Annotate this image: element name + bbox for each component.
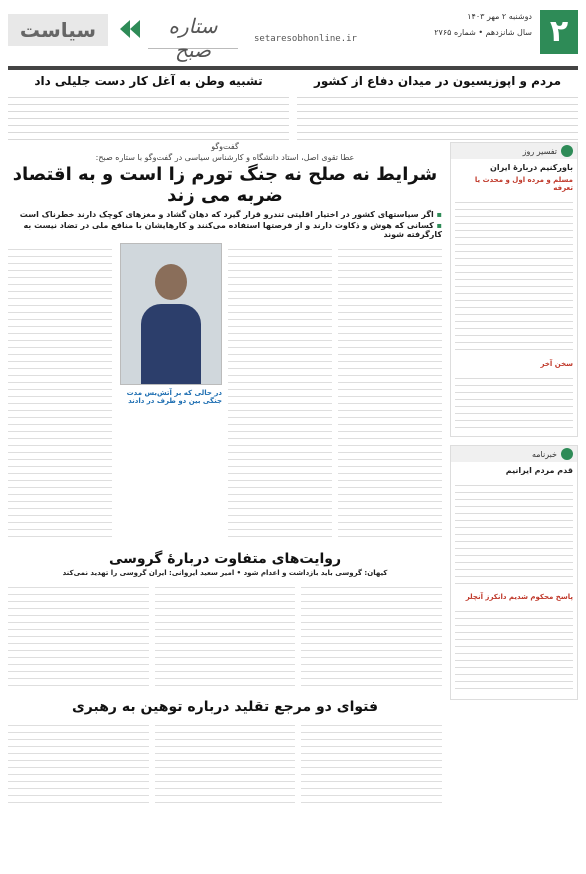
site-url[interactable]: setaresobhonline.ir <box>254 34 357 44</box>
top-articles <box>8 74 578 136</box>
top-article-right <box>297 74 578 136</box>
interview-article <box>8 142 442 543</box>
page-number: ۲ <box>540 10 578 54</box>
text-column <box>8 243 112 543</box>
sidebar-box-subtitle: سخن آخر <box>540 360 573 368</box>
main-area <box>8 142 578 807</box>
issue-line: سال شانزدهم • شماره ۲۷۶۵ <box>434 28 532 37</box>
sidebar-box-subtitle: پاسخ محکوم شدیم دانکرز آنچلر <box>465 593 573 601</box>
section3-columns <box>8 719 442 807</box>
text-column <box>301 719 442 807</box>
section-label: سیاست <box>8 14 108 46</box>
headline[interactable]: شرایط نه صلح نه جنگ تورم زا است و به اقتصاد ضربه می زند <box>12 164 438 206</box>
sidebar <box>450 142 578 807</box>
sidebar-box-title[interactable]: باورکنیم دربارهٔ ایران <box>490 163 573 172</box>
text-column <box>8 581 149 691</box>
text-column <box>228 243 332 543</box>
section2-columns <box>8 581 442 691</box>
logo: ستاره صبح <box>148 14 238 49</box>
intro: عطا تقوی اصل، استاد دانشگاه و کارشناس سیاسی در گفت‌وگو با ستاره صبح: <box>95 153 355 162</box>
sidebar-box-subtitle: مسلم و مرده اول و محدث یا تعرفه <box>474 176 573 192</box>
text-column <box>155 719 296 807</box>
sidebar-box-news <box>450 445 578 700</box>
sidebar-box-commentary <box>450 142 578 437</box>
article-text <box>297 91 578 141</box>
sidebar-box-header <box>451 446 577 462</box>
divider <box>8 66 578 70</box>
text-column <box>155 581 296 691</box>
text-column <box>338 243 442 543</box>
bullet: ▪ اگر سیاستهای کشور در اختیار اقلیتی تندرو قرار گیرد که دهان گشاد و مغزهای کوچک دارند خطرناک است <box>8 210 442 219</box>
section2-subtitle: کیهان: گروسی باید بازداشت و اعدام شود • امیر سعید ایروانی: ایران گروسی را تهدید نمی‌کند <box>62 569 388 577</box>
sidebar-box-text <box>455 479 573 589</box>
photo-head <box>155 264 187 300</box>
sidebar-box-title[interactable]: قدم مردم ایرانیم <box>505 466 573 475</box>
masthead <box>8 6 578 64</box>
sidebar-box-header <box>451 143 577 159</box>
photo-torso <box>141 304 201 384</box>
sidebar-box-label: تفسیر روز <box>522 146 557 156</box>
sidebar-box-text <box>455 605 573 695</box>
arrows-icon <box>116 20 140 40</box>
news-icon <box>561 448 573 460</box>
sidebar-box-text <box>455 196 573 356</box>
sidebar-box-label: خبرنامه <box>531 449 557 459</box>
photo-caption: در حالی که بر آتش‌بس مدت جنگی بین دو طرف در دادند <box>126 389 222 405</box>
date-line: دوشنبه ۲ مهر ۱۴۰۳ <box>467 12 532 21</box>
kicker: گفت‌وگو <box>211 142 239 151</box>
text-column <box>301 581 442 691</box>
portrait-photo <box>120 243 222 385</box>
photo-column <box>118 243 222 543</box>
article-title[interactable]: تشبیه وطن به آغل کار دست جلیلی داد <box>34 74 263 88</box>
article-text <box>8 91 289 141</box>
article-body <box>8 243 442 543</box>
section2-title[interactable]: روایت‌های متفاوت دربارهٔ گروسی <box>108 551 342 567</box>
top-article-left <box>8 74 289 136</box>
sidebar-box-text <box>455 372 573 432</box>
bullet: ▪ کسانی که هوش و ذکاوت دارند و از فرصتها استفاده می‌کنند و کارهایشان با منافع ملی در تضاد نیست به کارگرفته شوند <box>8 221 442 239</box>
article-title[interactable]: مردم و اپوزیسیون در میدان دفاع از کشور <box>313 74 562 88</box>
content <box>8 142 442 807</box>
text-column <box>8 719 149 807</box>
section3-title[interactable]: فتوای دو مرجع تقلید درباره توهین به رهبری <box>71 699 379 715</box>
commentary-icon <box>561 145 573 157</box>
